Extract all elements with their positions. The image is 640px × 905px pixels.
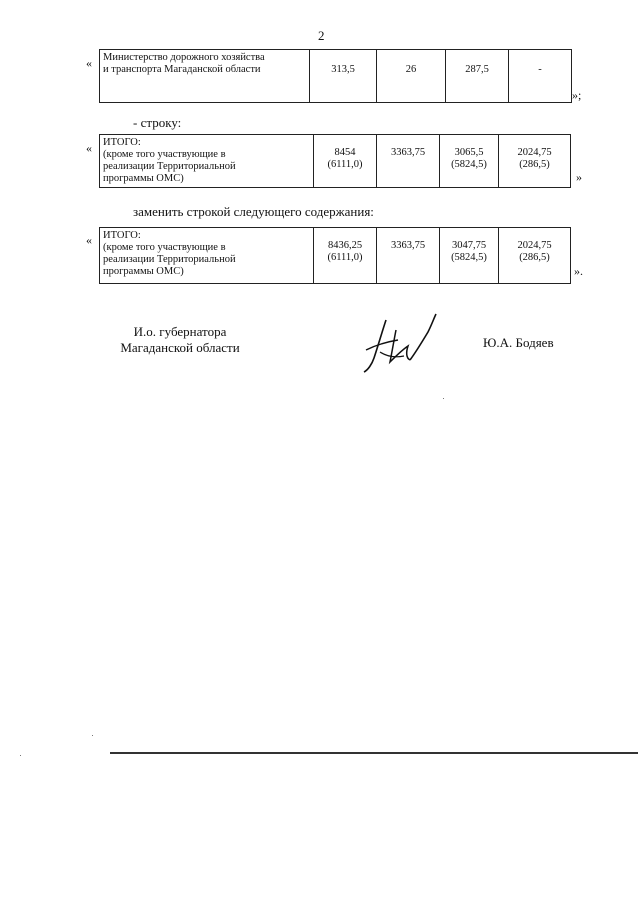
table-cell-value: 287,5 (446, 50, 509, 103)
cell-text: 2024,75 (517, 147, 552, 158)
cell-text: программы ОМС) (103, 173, 184, 184)
scan-speck (92, 735, 93, 736)
cell-text: (5824,5) (451, 252, 487, 263)
table-cell-value: - (509, 50, 572, 103)
table-cell-value (499, 135, 571, 188)
signatory-name: Ю.А. Бодяев (483, 335, 554, 350)
cell-text: 8454 (334, 147, 356, 158)
table-cell-value (314, 135, 377, 188)
cell-text: (6111,0) (327, 159, 363, 170)
scan-speck (443, 398, 444, 399)
table-cell-name (100, 228, 314, 284)
quote-close: ». (574, 264, 583, 278)
cell-text: ИТОГО: (103, 230, 141, 241)
cell-text: реализации Территориальной (103, 161, 236, 172)
signatory-title-line: И.о. губернатора (133, 324, 227, 339)
paragraph-text: - строку: (133, 115, 182, 130)
handwritten-signature (356, 312, 446, 376)
table-cell-value: 313,5 (310, 50, 377, 103)
table-cell-value (499, 228, 571, 284)
quote-open: « (86, 141, 92, 155)
table-cell-name (100, 135, 314, 188)
table-cell-value: 3363,75 (377, 228, 440, 284)
quote-open: « (86, 233, 92, 247)
cell-text: ИТОГО: (103, 137, 141, 148)
table-cell-name (100, 50, 310, 103)
signatory-title-line: Магаданской области (120, 340, 240, 355)
quote-close: » (576, 170, 582, 184)
cell-text: 3065,5 (454, 147, 484, 158)
scan-speck (20, 755, 21, 756)
cell-text: (286,5) (519, 159, 550, 170)
cell-text: программы ОМС) (103, 266, 184, 277)
cell-text: 8436,25 (327, 240, 363, 251)
page-number: 2 (318, 28, 325, 43)
table-cell-value (440, 228, 499, 284)
cell-text: 3047,75 (451, 240, 487, 251)
table-cell-value: 26 (377, 50, 446, 103)
cell-text: 2024,75 (517, 240, 552, 251)
paragraph-text: заменить строкой следующего содержания: (133, 204, 374, 219)
signatory-title (100, 324, 260, 356)
table-cell-value (314, 228, 377, 284)
total-row-table-old (99, 134, 571, 188)
quote-close: »; (572, 88, 582, 102)
cell-text: и транспорта Магаданской области (103, 64, 261, 75)
cell-text: (кроме того участвующие в (103, 149, 226, 160)
table-row (100, 228, 571, 284)
quote-open: « (86, 56, 92, 70)
cell-text: (286,5) (519, 252, 550, 263)
table-row (100, 135, 571, 188)
cell-text: (5824,5) (451, 159, 487, 170)
cell-text: (6111,0) (327, 252, 363, 263)
bottom-rule (110, 752, 638, 754)
table-cell-value (440, 135, 499, 188)
table-row (100, 50, 572, 103)
cell-text: (кроме того участвующие в (103, 242, 226, 253)
total-row-table-new (99, 227, 571, 284)
ministry-row-table (99, 49, 572, 103)
cell-text: реализации Территориальной (103, 254, 236, 265)
table-cell-value: 3363,75 (377, 135, 440, 188)
cell-text: Министерство дорожного хозяйства (103, 52, 265, 63)
